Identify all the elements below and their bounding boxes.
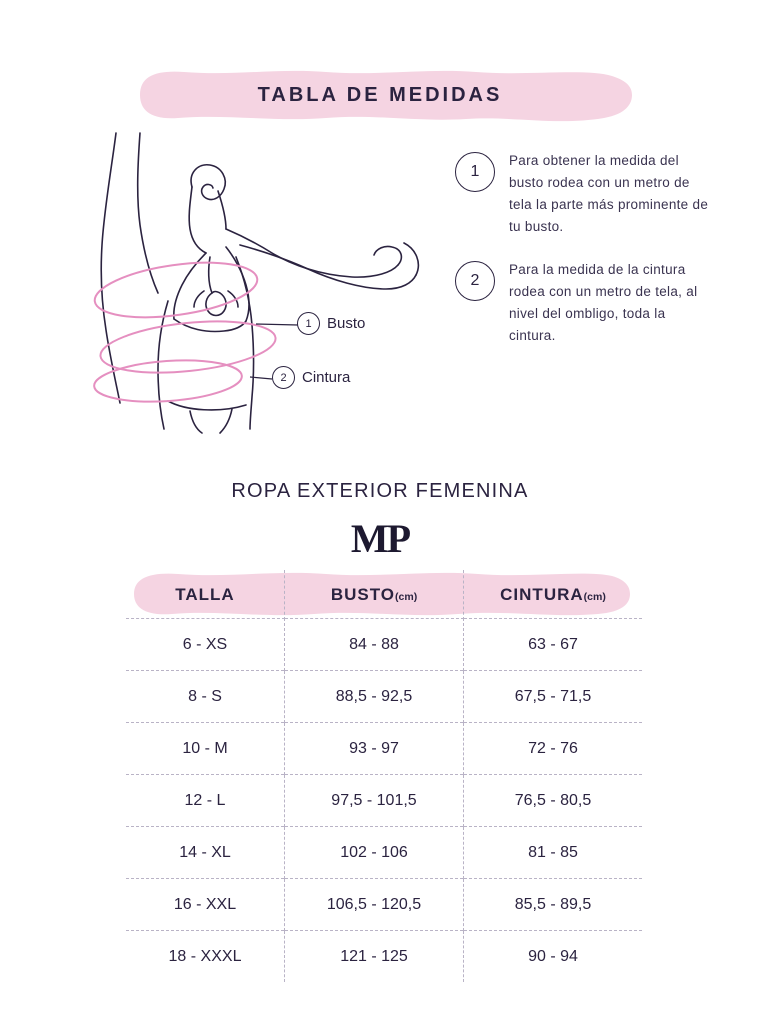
instruction-number-1-icon: 1 bbox=[455, 152, 495, 192]
cell-busto: 84 - 88 bbox=[285, 619, 464, 671]
table-row bbox=[126, 619, 642, 671]
size-table bbox=[126, 618, 642, 982]
cell-talla: 14 - XL bbox=[126, 827, 285, 879]
cell-talla: 12 - L bbox=[126, 775, 285, 827]
page-title: TABLA DE MEDIDAS bbox=[257, 83, 503, 106]
body-illustration bbox=[40, 125, 460, 435]
instruction-text-2: Para la medida de la cintura rodea con un metro de tela, al nivel del ombligo, toda la cintura. bbox=[509, 262, 698, 344]
size-table-body bbox=[126, 619, 642, 983]
instruction-item bbox=[455, 259, 720, 346]
header-talla bbox=[126, 570, 285, 620]
cell-talla: 16 - XXL bbox=[126, 879, 285, 931]
brand-logo: MP bbox=[350, 516, 410, 561]
header-busto-label: BUSTO bbox=[330, 585, 396, 604]
size-table-head bbox=[126, 570, 642, 620]
title-banner bbox=[126, 68, 634, 122]
table-header-banner bbox=[126, 570, 634, 618]
cell-busto: 93 - 97 bbox=[285, 723, 464, 775]
header-cintura bbox=[464, 570, 643, 620]
table-row bbox=[126, 671, 642, 723]
header-cintura-unit: (cm) bbox=[583, 591, 606, 603]
cell-busto: 88,5 - 92,5 bbox=[285, 671, 464, 723]
label-cintura bbox=[272, 366, 350, 389]
cell-talla: 10 - M bbox=[126, 723, 285, 775]
cell-cintura: 76,5 - 80,5 bbox=[464, 775, 643, 827]
header-talla-label: TALLA bbox=[175, 585, 235, 604]
size-table-wrap bbox=[126, 570, 634, 982]
marker-2-icon: 2 bbox=[272, 366, 295, 389]
label-busto bbox=[297, 312, 365, 335]
label-cintura-text: Cintura bbox=[302, 369, 351, 386]
cell-busto: 97,5 - 101,5 bbox=[285, 775, 464, 827]
header-busto bbox=[285, 570, 464, 620]
cell-cintura: 72 - 76 bbox=[464, 723, 643, 775]
table-row bbox=[126, 931, 642, 983]
cell-busto: 102 - 106 bbox=[285, 827, 464, 879]
cell-busto: 106,5 - 120,5 bbox=[285, 879, 464, 931]
cell-cintura: 63 - 67 bbox=[464, 619, 643, 671]
header-cintura-label: CINTURA bbox=[500, 585, 584, 604]
cell-cintura: 67,5 - 71,5 bbox=[464, 671, 643, 723]
cell-cintura: 81 - 85 bbox=[464, 827, 643, 879]
table-row bbox=[126, 879, 642, 931]
table-header-row bbox=[126, 570, 642, 620]
instruction-number-2-icon: 2 bbox=[455, 261, 495, 301]
cell-busto: 121 - 125 bbox=[285, 931, 464, 983]
cell-talla: 8 - S bbox=[126, 671, 285, 723]
table-row bbox=[126, 723, 642, 775]
section-title: ROPA EXTERIOR FEMENINA bbox=[231, 480, 529, 502]
instruction-item bbox=[455, 150, 720, 237]
cell-cintura: 85,5 - 89,5 bbox=[464, 879, 643, 931]
table-row bbox=[126, 775, 642, 827]
label-busto-text: Busto bbox=[327, 315, 366, 332]
body-illustration-svg bbox=[40, 125, 460, 435]
marker-1-icon: 1 bbox=[297, 312, 320, 335]
cell-cintura: 90 - 94 bbox=[464, 931, 643, 983]
table-row bbox=[126, 827, 642, 879]
instructions-list bbox=[455, 150, 720, 369]
instruction-text-1: Para obtener la medida del busto rodea con un metro de tela la parte más prominente de tu busto. bbox=[509, 153, 709, 234]
title-banner-wrap bbox=[0, 68, 760, 122]
header-busto-unit: (cm) bbox=[395, 591, 418, 603]
cell-talla: 18 - XXXL bbox=[126, 931, 285, 983]
cell-talla: 6 - XS bbox=[126, 619, 285, 671]
